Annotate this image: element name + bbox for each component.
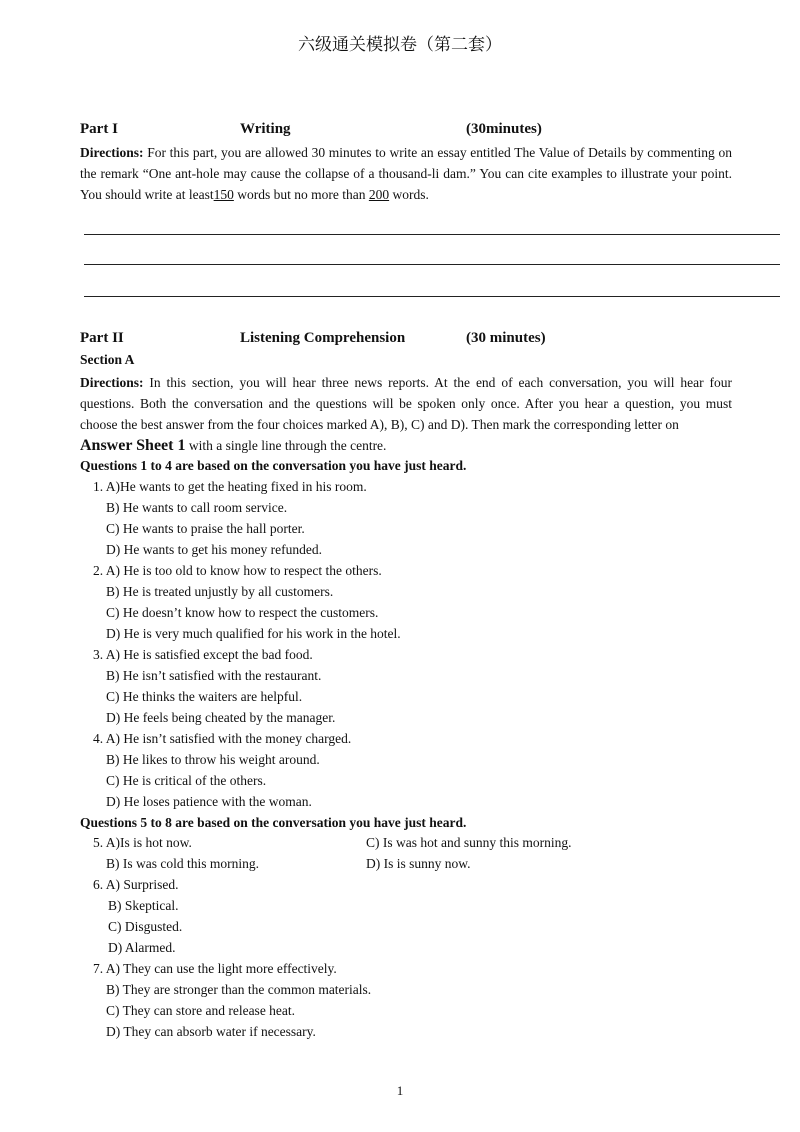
question-6-option-b: B) Skeptical. bbox=[108, 898, 179, 913]
question-1-option-a: 1. A)He wants to get the heating fixed in his room. bbox=[93, 479, 367, 494]
part1-label: Part I bbox=[80, 121, 118, 137]
question-6-option-a: 6. A) Surprised. bbox=[93, 877, 179, 892]
part2-directions-label: Directions: bbox=[80, 375, 144, 390]
question-1-option-b: B) He wants to call room service. bbox=[106, 500, 288, 515]
writing-line bbox=[84, 234, 780, 235]
question-4-option-c: C) He is critical of the others. bbox=[106, 773, 267, 788]
question-2-option-c: C) He doesn’t know how to respect the customers. bbox=[106, 605, 379, 620]
question-3-option-d: D) He feels being cheated by the manager. bbox=[106, 710, 336, 725]
part1-directions bbox=[80, 142, 732, 205]
part2-directions-end: with a single line through the centre. bbox=[185, 438, 387, 453]
writing-line bbox=[84, 296, 780, 297]
question-7-option-b: B) They are stronger than the common materials. bbox=[106, 982, 372, 997]
question-2-option-d: D) He is very much qualified for his work in the hotel. bbox=[106, 626, 401, 641]
question-1-option-c: C) He wants to praise the hall porter. bbox=[106, 521, 305, 536]
question-6-option-d: D) Alarmed. bbox=[108, 940, 176, 955]
question-7-option-c: C) They can store and release heat. bbox=[106, 1003, 296, 1018]
question-6-option-c: C) Disgusted. bbox=[108, 919, 183, 934]
part2-label: Part II bbox=[80, 330, 124, 346]
question-4-option-b: B) He likes to throw his weight around. bbox=[106, 752, 320, 767]
page-number: 1 bbox=[396, 1083, 404, 1098]
question-5-option-b: B) Is was cold this morning. bbox=[106, 856, 259, 871]
question-2-option-b: B) He is treated unjustly by all customers. bbox=[106, 584, 334, 599]
section-a-label: Section A bbox=[80, 352, 135, 367]
part2-directions bbox=[80, 372, 732, 456]
question-4-option-d: D) He loses patience with the woman. bbox=[106, 794, 312, 809]
part2-name: Listening Comprehension bbox=[240, 330, 406, 346]
part1-min-words: 150 bbox=[213, 187, 234, 202]
question-3-option-b: B) He isn’t satisfied with the restaurant. bbox=[106, 668, 322, 683]
part1-directions-text-b: words but no more than bbox=[233, 187, 369, 202]
part2-time: (30 minutes) bbox=[466, 330, 546, 346]
question-3-option-c: C) He thinks the waiters are helpful. bbox=[106, 689, 303, 704]
part1-name: Writing bbox=[240, 121, 291, 137]
part1-directions-label: Directions: bbox=[80, 145, 144, 160]
question-4-option-a: 4. A) He isn’t satisfied with the money charged. bbox=[93, 731, 352, 746]
page-title: 六级通关模拟卷（第二套） bbox=[298, 35, 502, 55]
part1-directions-text: For this part, you are allowed 30 minutes to write an essay entitled The Value of Details by commenting on the remark “One ant-hole may cause the collapse of a thousand-li dam.” You can cite examples to illustrate your point. You should write at least bbox=[80, 145, 732, 202]
part1-directions-text-c: words. bbox=[389, 187, 429, 202]
part2-directions-text: In this section, you will hear three news reports. At the end of each conversation, you will hear four questions. Both the conversation and the questions will be spoken only once. After you hear a question, you must choose the best answer from the four choices marked A), B), C) and D). Then mark the corresponding letter on bbox=[80, 375, 732, 432]
question-5-option-c: C) Is was hot and sunny this morning. bbox=[366, 835, 572, 850]
question-7-option-d: D) They can absorb water if necessary. bbox=[106, 1024, 316, 1039]
question-2-option-a: 2. A) He is too old to know how to respect the others. bbox=[93, 563, 382, 578]
question-5-option-a: 5. A)Is is hot now. bbox=[93, 835, 192, 850]
writing-line bbox=[84, 264, 780, 265]
question-7-option-a: 7. A) They can use the light more effectively. bbox=[93, 961, 337, 976]
question-3-option-a: 3. A) He is satisfied except the bad food. bbox=[93, 647, 313, 662]
part1-time: (30minutes) bbox=[466, 121, 542, 137]
question-5-option-d: D) Is is sunny now. bbox=[366, 856, 471, 871]
question-1-option-d: D) He wants to get his money refunded. bbox=[106, 542, 322, 557]
part1-max-words: 200 bbox=[368, 187, 390, 202]
question-group-heading: Questions 1 to 4 are based on the conversation you have just heard. bbox=[80, 458, 467, 473]
answer-sheet-label: Answer Sheet 1 bbox=[80, 437, 186, 454]
question-group-heading: Questions 5 to 8 are based on the conversation you have just heard. bbox=[80, 815, 467, 830]
